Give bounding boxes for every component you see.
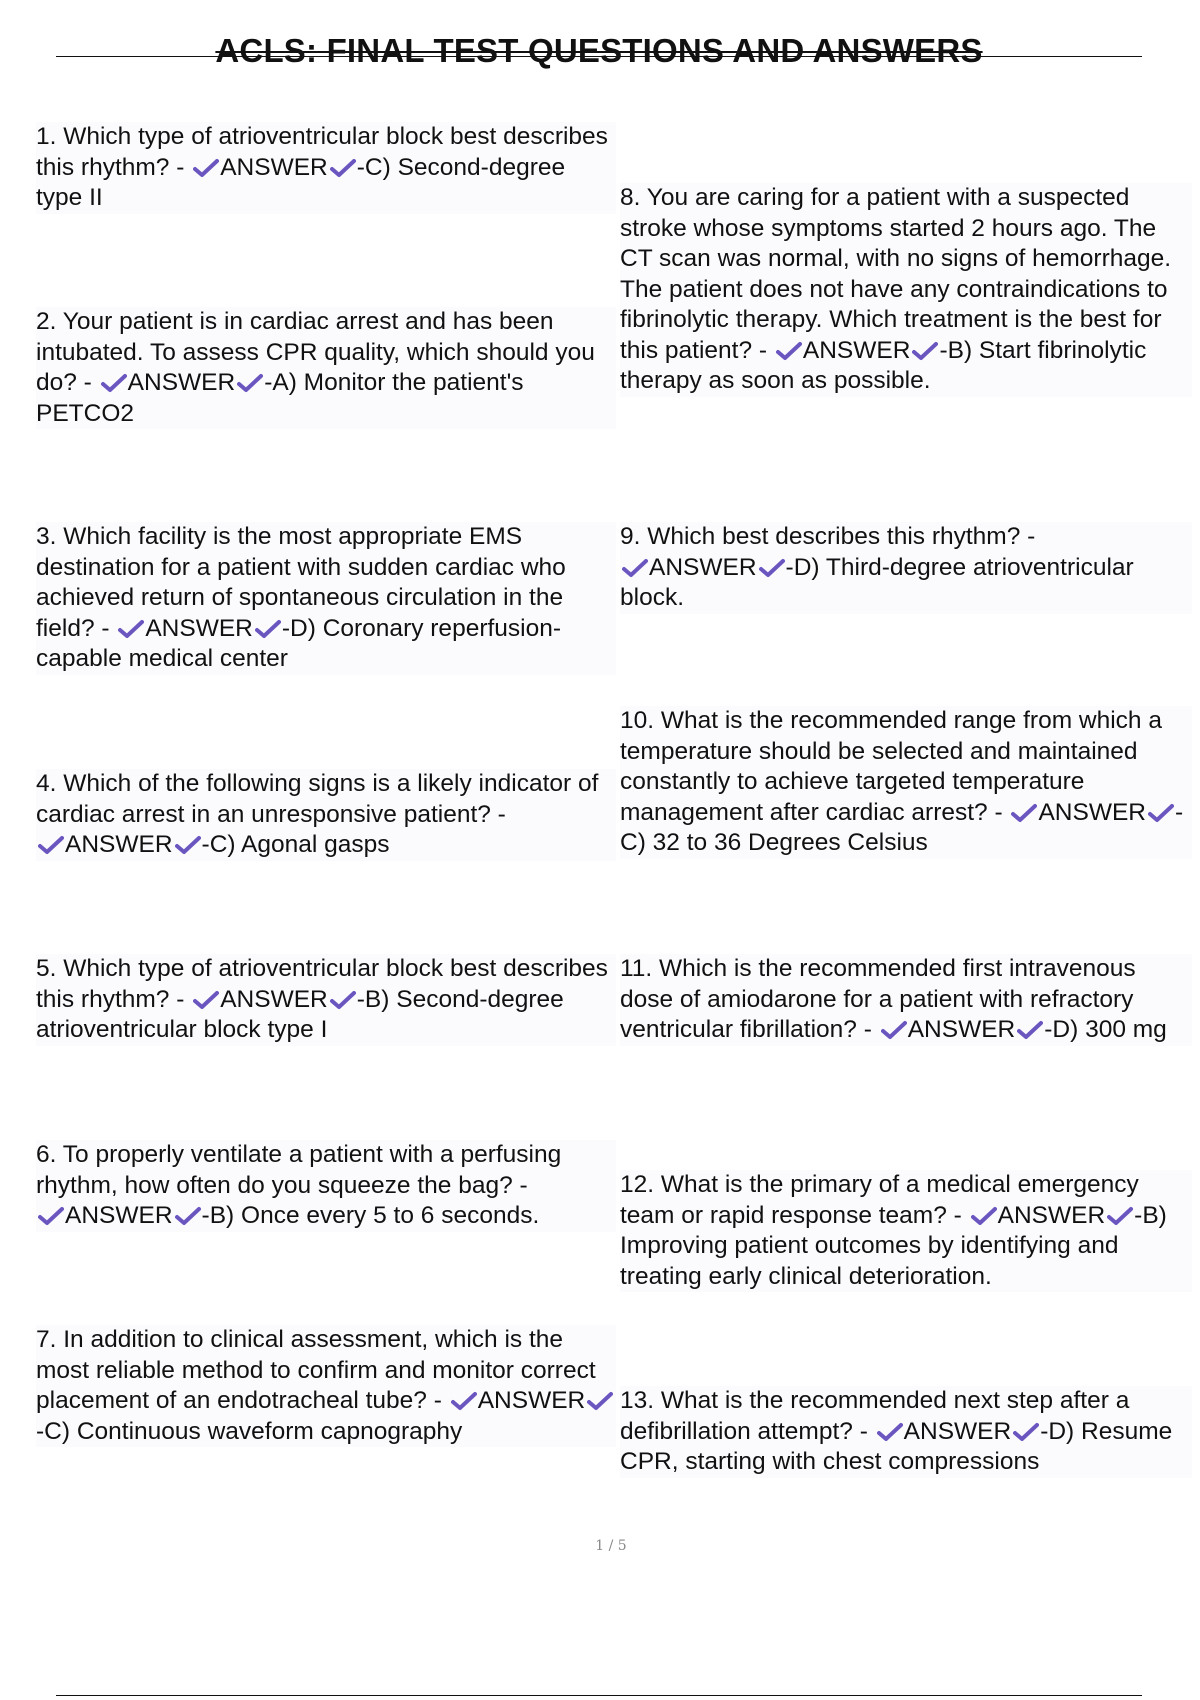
- question-text: 8. You are caring for a patient with a suspected stroke whose symptoms started 2 hours ago. The CT scan was normal, with no signs of hemorrhage. The patient does not have any contraindications to fibrinolytic therapy. Which treatment is the best for this patient? -: [620, 184, 1172, 364]
- answer-label: ANSWER: [649, 553, 757, 581]
- question-item: [36, 769, 616, 861]
- answer-label: ANSWER: [145, 614, 253, 642]
- check-icon: [971, 1206, 997, 1226]
- check-icon: [193, 990, 219, 1010]
- check-icon: [759, 558, 785, 578]
- check-icon: [330, 158, 356, 178]
- check-icon: [38, 835, 64, 855]
- answer-marker: [99, 369, 265, 396]
- answer-text: -C) 32 to 36 Degrees Celsius: [620, 798, 1184, 856]
- question-text: 13. What is the recommended next step after a defibrillation attempt? -: [620, 1387, 1130, 1445]
- answer-marker: [449, 1387, 615, 1414]
- answer-label: ANSWER: [220, 985, 328, 1013]
- question-item: [620, 183, 1192, 397]
- question-text: 5. Which type of atrioventricular block best describes this rhythm? -: [36, 955, 608, 1013]
- check-icon: [776, 341, 802, 361]
- answer-marker: [116, 615, 282, 642]
- question-text: 9. Which best describes this rhythm? -: [620, 523, 1036, 550]
- answer-text: -C) Agonal gasps: [201, 831, 390, 858]
- answer-label: ANSWER: [1038, 798, 1146, 826]
- page-title: ACLS: FINAL TEST QUESTIONS AND ANSWERS: [215, 32, 983, 69]
- answer-text: -A) Monitor the patient's PETCO2: [36, 369, 524, 427]
- page-number: 1 / 5: [595, 1538, 627, 1554]
- check-icon: [587, 1391, 613, 1411]
- question-text: 4. Which of the following signs is a likely indicator of cardiac arrest in an unresponsive patient? -: [36, 770, 599, 828]
- question-item: [36, 1325, 616, 1447]
- check-icon: [118, 619, 144, 639]
- check-icon: [193, 158, 219, 178]
- answer-marker: [879, 1016, 1045, 1043]
- check-icon: [175, 835, 201, 855]
- check-icon: [877, 1422, 903, 1442]
- answer-label: ANSWER: [907, 1016, 1016, 1043]
- question-item: [36, 307, 616, 429]
- question-text: 11. Which is the recommended first intravenous dose of amiodarone for a patient with refractory ventricular fibrillation? -: [620, 955, 1136, 1043]
- check-icon: [1107, 1206, 1133, 1226]
- question-item: [620, 1170, 1192, 1292]
- check-icon: [38, 1206, 64, 1226]
- answer-marker: [1009, 799, 1175, 826]
- check-icon: [101, 373, 127, 393]
- answer-marker: [191, 154, 357, 181]
- answer-text: -D) 300 mg: [1044, 1016, 1167, 1043]
- question-item: [36, 1140, 616, 1232]
- answer-marker: [774, 337, 940, 364]
- answer-label: ANSWER: [65, 1202, 173, 1229]
- answer-text: -B) Improving patient outcomes by identifying and treating early clinical deterioration.: [620, 1201, 1167, 1290]
- question-item: [620, 706, 1192, 859]
- title-block: [56, 28, 1142, 72]
- question-item: [36, 522, 616, 675]
- bottom-rule: [56, 1695, 1142, 1696]
- check-icon: [175, 1206, 201, 1226]
- check-icon: [912, 341, 938, 361]
- question-item: [620, 1386, 1192, 1478]
- answer-text: -B) Start fibrinolytic therapy as soon as possible.: [620, 336, 1147, 394]
- check-icon: [622, 558, 648, 578]
- answer-label: ANSWER: [997, 1201, 1106, 1229]
- answer-label: ANSWER: [65, 831, 173, 858]
- check-icon: [1017, 1020, 1043, 1040]
- question-text: 2. Your patient is in cardiac arrest and has been intubated. To assess CPR quality, which should you do? -: [36, 308, 595, 396]
- answer-marker: [620, 554, 786, 581]
- answer-marker: [969, 1202, 1135, 1229]
- question-text: 10. What is the recommended range from which a temperature should be selected and maintained constantly to achieve targeted temperature management after cardiac arrest? -: [620, 707, 1162, 826]
- question-item: [620, 954, 1192, 1046]
- question-item: [620, 522, 1192, 614]
- check-icon: [881, 1020, 907, 1040]
- answer-label: ANSWER: [802, 336, 911, 364]
- answer-text: -B) Once every 5 to 6 seconds.: [201, 1202, 540, 1229]
- check-icon: [451, 1391, 477, 1411]
- question-item: [36, 954, 616, 1046]
- question-item: [36, 122, 616, 214]
- answer-text: -D) Resume CPR, starting with chest compressions: [620, 1417, 1173, 1475]
- check-icon: [237, 373, 263, 393]
- question-text: 7. In addition to clinical assessment, which is the most reliable method to confirm and monitor correct placement of an endotracheal tube? -: [36, 1326, 596, 1414]
- check-icon: [1148, 803, 1174, 823]
- answer-label: ANSWER: [220, 153, 328, 181]
- question-text: 1. Which type of atrioventricular block best describes this rhythm? -: [36, 123, 608, 181]
- answer-label: ANSWER: [903, 1417, 1012, 1445]
- answer-marker: [875, 1418, 1041, 1445]
- answer-text: -C) Continuous waveform capnography: [36, 1417, 463, 1445]
- answer-marker: [36, 831, 202, 858]
- answer-marker: [191, 986, 357, 1013]
- answer-text: -D) Coronary reperfusion-capable medical center: [36, 614, 562, 672]
- answer-text: -D) Third-degree atrioventricular block.: [620, 553, 1134, 611]
- answer-label: ANSWER: [127, 369, 236, 396]
- check-icon: [330, 990, 356, 1010]
- check-icon: [1013, 1422, 1039, 1442]
- answer-label: ANSWER: [477, 1387, 586, 1414]
- answer-text: -B) Second-degree atrioventricular block type I: [36, 985, 564, 1043]
- check-icon: [255, 619, 281, 639]
- answer-text: -C) Second-degree type II: [36, 153, 566, 211]
- question-text: 12. What is the primary of a medical emergency team or rapid response team? -: [620, 1171, 1139, 1229]
- answer-marker: [36, 1202, 202, 1229]
- question-text: 6. To properly ventilate a patient with a perfusing rhythm, how often do you squeeze the bag? -: [36, 1141, 562, 1199]
- question-text: 3. Which facility is the most appropriate EMS destination for a patient with sudden cardiac who achieved return of spontaneous circulation in the field? -: [36, 523, 566, 642]
- check-icon: [1011, 803, 1037, 823]
